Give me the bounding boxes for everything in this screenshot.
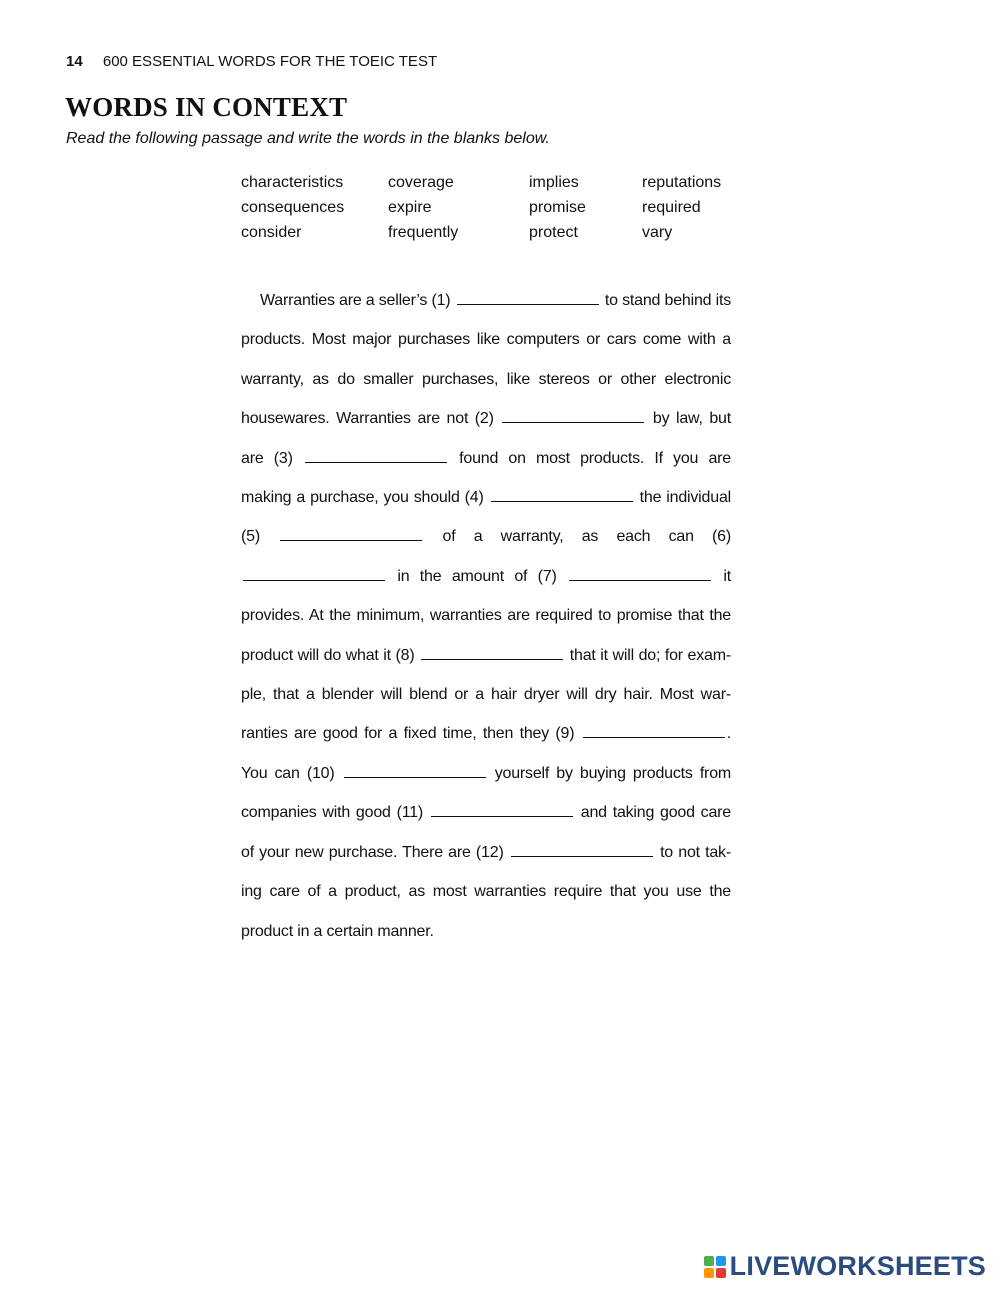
logo-square [716, 1256, 726, 1266]
answer-blank-7[interactable] [569, 564, 711, 581]
section-title: WORDS IN CONTEXT [65, 92, 348, 122]
word-bank-item: reputations [642, 174, 722, 191]
word-bank-item: consequences [241, 199, 345, 216]
passage-text: yourself by buying products from companies with good (11) [241, 764, 732, 822]
word-bank [241, 174, 741, 242]
passage-text: in the amount of (7) [397, 567, 557, 585]
instructions: Read the following passage and write the words in the blanks below. [66, 130, 550, 147]
passage [241, 281, 731, 951]
answer-blank-11[interactable] [431, 800, 573, 817]
liveworksheets-brand [704, 1251, 986, 1282]
answer-blank-1[interactable] [457, 288, 599, 305]
word-bank-item: vary [642, 224, 673, 241]
answer-blank-12[interactable] [511, 840, 653, 857]
answer-blank-5[interactable] [280, 524, 422, 541]
passage-text: of a warranty, as each can (6) [442, 528, 732, 546]
word-bank-item: implies [529, 174, 579, 191]
word-bank-item: required [642, 199, 701, 216]
passage-text: Warranties are a seller’s (1) [260, 292, 451, 309]
answer-blank-8[interactable] [421, 643, 563, 660]
passage-text: and taking good care of your new purchase. There are (12) [241, 804, 732, 861]
liveworksheets-logo-icon [704, 1256, 726, 1278]
word-bank-item: coverage [388, 174, 454, 191]
passage-text: to not tak- ing care of a product, as most warranties require that you use the product in a certain manner. [241, 843, 731, 940]
logo-square [704, 1256, 714, 1266]
answer-blank-10[interactable] [344, 761, 486, 778]
answer-blank-6[interactable] [243, 564, 385, 581]
answer-blank-3[interactable] [305, 446, 447, 463]
answer-blank-4[interactable] [491, 485, 633, 502]
brand-name: LIVEWORKSHEETS [729, 1251, 986, 1281]
word-bank-item: expire [388, 199, 432, 216]
passage-text: it provides. At the minimum, warranties are required to promise that the product will do what it (8) [241, 567, 731, 664]
book-title: 600 ESSENTIAL WORDS FOR THE TOEIC TEST [102, 53, 438, 70]
logo-square [704, 1268, 714, 1278]
passage-text: that it will do; for exam- ple, that a blender will blend or a hair dryer will dry hair. Most war- ranties are good for a fixed time, then they (9) [241, 646, 732, 743]
answer-blank-2[interactable] [502, 406, 644, 423]
passage-text: . You can (10) [241, 725, 731, 782]
logo-square [716, 1268, 726, 1278]
page-header [66, 53, 437, 70]
word-bank-item: promise [529, 199, 586, 216]
word-bank-item: protect [529, 224, 578, 241]
word-bank-item: characteristics [241, 174, 344, 191]
passage-text: by law, but are (3) [241, 410, 731, 467]
page-number: 14 [66, 53, 83, 70]
passage-text: to stand behind its products. Most major purchases like computers or cars come with a warranty, as do smaller purchases, like stereos or other electronic housewares. Warranties are not (2) [241, 292, 731, 428]
passage-text: found on most products. If you are making a purchase, you should (4) [241, 449, 731, 507]
answer-blank-9[interactable] [583, 721, 725, 738]
passage-text: the individual (5) [241, 489, 731, 546]
word-bank-item: consider [241, 224, 302, 241]
word-bank-item: frequently [388, 224, 459, 241]
